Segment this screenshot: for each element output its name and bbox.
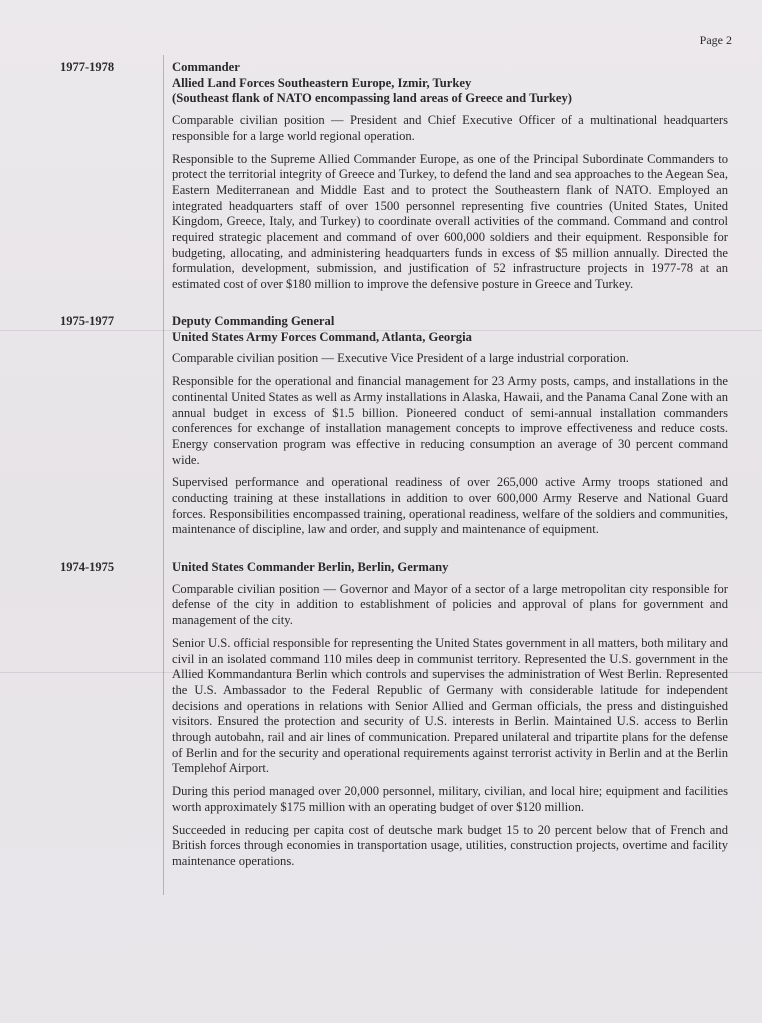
- entry-dates: 1974-1975: [60, 560, 115, 574]
- entry-title: Deputy Commanding General: [172, 314, 335, 328]
- entry-title: Commander: [172, 60, 240, 74]
- entry-dates: 1977-1978: [60, 60, 115, 74]
- entry-body: [172, 314, 728, 538]
- entry-paragraph: During this period managed over 20,000 personnel, military, civilian, and local hire; equipment and facilities worth approximately $175 million with an operating budget of over $120 million.: [172, 784, 728, 814]
- entry-organization: Allied Land Forces Southeastern Europe, Izmir, Turkey: [172, 75, 472, 90]
- entry-dates: 1975-1977: [60, 314, 115, 328]
- entry-paragraph: Senior U.S. official responsible for representing the United States government in all matters, both military and civil in an isolated command 110 miles deep in communist territory. Represented the U.S. government in the Allied Kommandantura Berlin which controls and supervises the administration of West Berlin. Represented the U.S. Ambassador to the Federal Republic of Germany with considerable latitude for independent decisions and operations in relations with Senior Allied and German officials, the press and distinguished visitors. Ensured the protection and security of U.S. interests in Berlin. Maintained U.S. access to Berlin through autobahn, rail and air lines of communication. Prepared unilateral and tripartite plans for the defense of Berlin and for the security and operational requirements against terrorist activity in Berlin and at the Berlin Templehof Airport.: [172, 635, 728, 776]
- entry-subtitle: (Southeast flank of NATO encompassing land areas of Greece and Turkey): [172, 91, 573, 106]
- entry-paragraph: Responsible for the operational and financial management for 23 Army posts, camps, and installations in the continental United States as well as Army installations in Alaska, Hawaii, and the Panama Canal Zone with an annual budget in excess of $1.5 billion. Pioneered conduct of semi-annual installation commanders conferences for exchange of installation management concepts to improve effectiveness and reduce costs. Energy conservation program was effective in reducing consumption an average of 30 percent command wide.: [172, 374, 728, 467]
- entry-organization: United States Army Forces Command, Atlanta, Georgia: [172, 329, 472, 344]
- entry-paragraph: Responsible to the Supreme Allied Commander Europe, as one of the Principal Subordinate Commanders to protect the territorial integrity of Greece and Turkey, to defend the land and sea approaches to the Aegean Sea, Eastern Mediterranean and Middle East and to protect the Southeastern flank of NATO. Employed an integrated headquarters staff of over 1500 personnel representing five countries (United States, United Kingdom, Greece, Italy, and Turkey) to coordinate overall activities of the command. Command and control required strategic placement and command of over 600,000 soldiers and their equipment. Responsible for budgeting, allocating, and administering headquarters funds in excess of $5 million annually. Directed the formulation, development, submission, and justification of 52 infrastructure projects in 1977-78 at an estimated cost of over $180 million to improve the defensive posture in Greece and Turkey.: [172, 151, 728, 292]
- entry-paragraph: Comparable civilian position — Executive Vice President of a large industrial corporation.: [172, 351, 629, 366]
- entry-paragraph: Succeeded in reducing per capita cost of deutsche mark budget 15 to 20 percent below that of French and British forces through economies in transportation usage, utilities, construction projects, overtime and facility maintenance operations.: [172, 822, 728, 868]
- page-number: Page 2: [699, 33, 732, 47]
- margin-rule: [163, 55, 164, 895]
- entry-body: [172, 60, 728, 293]
- entry-title: United States Commander Berlin, Berlin, Germany: [172, 560, 449, 574]
- entry-paragraph: Supervised performance and operational readiness of over 265,000 active Army troops stationed and conducting training at these installations in addition to over 600,000 Army Reserve and National Guard forces. Responsibilities encompassed training, operational readiness, welfare of the soldiers and communities, maintenance of discipline, law and order, and supply and maintenance of equipment.: [172, 475, 728, 537]
- entry-paragraph: Comparable civilian position — Governor and Mayor of a sector of a large metropolitan city responsible for defense of the city in addition to establishment of policies and approval of plans for government and management of the city.: [172, 581, 728, 628]
- entry-paragraph: Comparable civilian position — President and Chief Executive Officer of a multinational headquarters responsible for a large world regional operation.: [172, 113, 728, 143]
- entry-body: [172, 560, 728, 870]
